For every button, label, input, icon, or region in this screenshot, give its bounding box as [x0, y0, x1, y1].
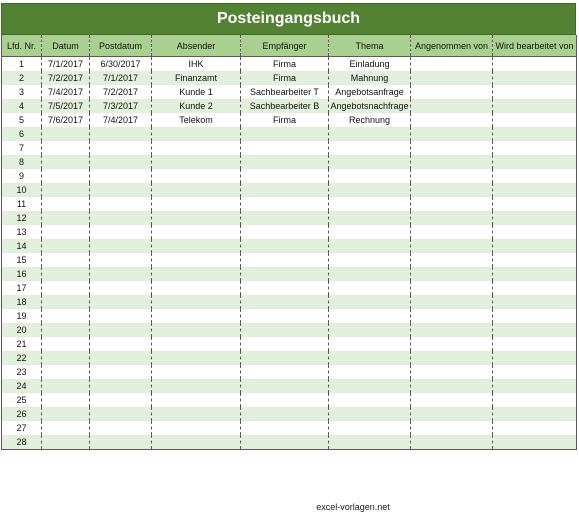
header-absender[interactable]: Absender: [152, 35, 241, 57]
cell-angenommen-von[interactable]: [411, 197, 493, 211]
cell-wird-bearbeitet-von[interactable]: [493, 435, 577, 450]
cell-angenommen-von[interactable]: [411, 365, 493, 379]
table-row: [2, 393, 577, 407]
cell-absender[interactable]: [152, 211, 241, 225]
cell-postdatum[interactable]: [90, 267, 152, 281]
cell-lfd-nr[interactable]: 22: [2, 351, 42, 365]
cell-datum[interactable]: [42, 197, 90, 211]
cell-thema[interactable]: [329, 337, 411, 351]
cell-wird-bearbeitet-von[interactable]: [493, 281, 577, 295]
mail-log-table: [1, 35, 577, 450]
cell-angenommen-von[interactable]: [411, 211, 493, 225]
cell-thema[interactable]: [329, 351, 411, 365]
cell-thema[interactable]: [329, 309, 411, 323]
table-row: [2, 253, 577, 267]
table-row: [2, 183, 577, 197]
table-row: [2, 225, 577, 239]
cell-datum[interactable]: [42, 169, 90, 183]
cell-postdatum[interactable]: 6/30/2017: [90, 57, 152, 72]
cell-lfd-nr[interactable]: 5: [2, 113, 42, 127]
cell-angenommen-von[interactable]: [411, 435, 493, 450]
cell-angenommen-von[interactable]: [411, 71, 493, 85]
cell-absender[interactable]: Kunde 1: [152, 85, 241, 99]
cell-absender[interactable]: Telekom: [152, 113, 241, 127]
cell-postdatum[interactable]: 7/1/2017: [90, 71, 152, 85]
cell-angenommen-von[interactable]: [411, 323, 493, 337]
cell-datum[interactable]: [42, 351, 90, 365]
table-row: [2, 141, 577, 155]
cell-wird-bearbeitet-von[interactable]: [493, 71, 577, 85]
cell-postdatum[interactable]: [90, 211, 152, 225]
cell-angenommen-von[interactable]: [411, 393, 493, 407]
cell-lfd-nr[interactable]: 15: [2, 253, 42, 267]
cell-angenommen-von[interactable]: [411, 113, 493, 127]
cell-lfd-nr[interactable]: 11: [2, 197, 42, 211]
cell-datum[interactable]: [42, 141, 90, 155]
cell-empfaenger[interactable]: [241, 393, 329, 407]
cell-angenommen-von[interactable]: [411, 295, 493, 309]
cell-angenommen-von[interactable]: [411, 85, 493, 99]
cell-lfd-nr[interactable]: 14: [2, 239, 42, 253]
cell-thema[interactable]: Rechnung: [329, 113, 411, 127]
cell-empfaenger[interactable]: [241, 309, 329, 323]
cell-angenommen-von[interactable]: [411, 183, 493, 197]
cell-datum[interactable]: [42, 267, 90, 281]
header-postdatum[interactable]: Postdatum: [90, 35, 152, 57]
cell-empfaenger[interactable]: [241, 225, 329, 239]
table-body: [2, 57, 577, 450]
cell-empfaenger[interactable]: [241, 141, 329, 155]
table-row: [2, 365, 577, 379]
cell-angenommen-von[interactable]: [411, 57, 493, 72]
cell-wird-bearbeitet-von[interactable]: [493, 183, 577, 197]
cell-absender[interactable]: [152, 323, 241, 337]
cell-absender[interactable]: [152, 421, 241, 435]
table-row: [2, 421, 577, 435]
table-row: [2, 211, 577, 225]
cell-empfaenger[interactable]: [241, 407, 329, 421]
cell-datum[interactable]: [42, 239, 90, 253]
cell-empfaenger[interactable]: [241, 169, 329, 183]
cell-absender[interactable]: [152, 155, 241, 169]
cell-lfd-nr[interactable]: 3: [2, 85, 42, 99]
cell-thema[interactable]: [329, 323, 411, 337]
cell-angenommen-von[interactable]: [411, 379, 493, 393]
cell-absender[interactable]: [152, 141, 241, 155]
cell-empfaenger[interactable]: [241, 295, 329, 309]
cell-lfd-nr[interactable]: 9: [2, 169, 42, 183]
cell-thema[interactable]: [329, 295, 411, 309]
cell-empfaenger[interactable]: Firma: [241, 71, 329, 85]
cell-thema[interactable]: Angebotsanfrage: [329, 85, 411, 99]
cell-postdatum[interactable]: [90, 337, 152, 351]
cell-postdatum[interactable]: [90, 365, 152, 379]
table-row: [2, 435, 577, 450]
cell-datum[interactable]: [42, 421, 90, 435]
cell-thema[interactable]: [329, 141, 411, 155]
cell-postdatum[interactable]: [90, 379, 152, 393]
cell-absender[interactable]: [152, 379, 241, 393]
cell-absender[interactable]: [152, 407, 241, 421]
table-row: [2, 309, 577, 323]
cell-postdatum[interactable]: 7/4/2017: [90, 113, 152, 127]
cell-lfd-nr[interactable]: 24: [2, 379, 42, 393]
cell-absender[interactable]: [152, 253, 241, 267]
header-wird-bearbeitet-von[interactable]: Wird bearbeitet von: [493, 35, 577, 57]
header-row: [2, 35, 577, 57]
header-empfaenger[interactable]: Empfänger: [241, 35, 329, 57]
cell-lfd-nr[interactable]: 1: [2, 57, 42, 72]
cell-postdatum[interactable]: [90, 253, 152, 267]
cell-wird-bearbeitet-von[interactable]: [493, 197, 577, 211]
table-row: [2, 281, 577, 295]
cell-empfaenger[interactable]: [241, 197, 329, 211]
cell-wird-bearbeitet-von[interactable]: [493, 225, 577, 239]
cell-wird-bearbeitet-von[interactable]: [493, 239, 577, 253]
cell-postdatum[interactable]: 7/3/2017: [90, 99, 152, 113]
cell-lfd-nr[interactable]: 16: [2, 267, 42, 281]
cell-datum[interactable]: 7/2/2017: [42, 71, 90, 85]
cell-empfaenger[interactable]: [241, 365, 329, 379]
cell-lfd-nr[interactable]: 4: [2, 99, 42, 113]
cell-lfd-nr[interactable]: 2: [2, 71, 42, 85]
cell-postdatum[interactable]: [90, 435, 152, 450]
cell-angenommen-von[interactable]: [411, 141, 493, 155]
cell-wird-bearbeitet-von[interactable]: [493, 113, 577, 127]
cell-thema[interactable]: [329, 127, 411, 141]
sheet-title: Posteingangsbuch: [1, 3, 576, 35]
cell-thema[interactable]: [329, 435, 411, 450]
cell-wird-bearbeitet-von[interactable]: [493, 155, 577, 169]
cell-postdatum[interactable]: [90, 169, 152, 183]
table-row: [2, 71, 577, 85]
cell-postdatum[interactable]: [90, 351, 152, 365]
cell-empfaenger[interactable]: Firma: [241, 113, 329, 127]
cell-angenommen-von[interactable]: [411, 351, 493, 365]
table-row: [2, 239, 577, 253]
cell-datum[interactable]: 7/4/2017: [42, 85, 90, 99]
cell-thema[interactable]: Einladung: [329, 57, 411, 72]
cell-empfaenger[interactable]: [241, 351, 329, 365]
cell-lfd-nr[interactable]: 13: [2, 225, 42, 239]
cell-absender[interactable]: [152, 365, 241, 379]
cell-empfaenger[interactable]: [241, 281, 329, 295]
cell-thema[interactable]: [329, 239, 411, 253]
table-row: [2, 267, 577, 281]
cell-datum[interactable]: [42, 407, 90, 421]
cell-wird-bearbeitet-von[interactable]: [493, 379, 577, 393]
cell-angenommen-von[interactable]: [411, 239, 493, 253]
table-row: [2, 197, 577, 211]
cell-datum[interactable]: [42, 211, 90, 225]
cell-wird-bearbeitet-von[interactable]: [493, 365, 577, 379]
cell-empfaenger[interactable]: [241, 155, 329, 169]
cell-datum[interactable]: [42, 127, 90, 141]
table-row: [2, 337, 577, 351]
table-row: [2, 379, 577, 393]
cell-thema[interactable]: [329, 155, 411, 169]
cell-empfaenger[interactable]: [241, 421, 329, 435]
cell-wird-bearbeitet-von[interactable]: [493, 57, 577, 72]
cell-lfd-nr[interactable]: 25: [2, 393, 42, 407]
cell-thema[interactable]: [329, 267, 411, 281]
header-thema[interactable]: Thema: [329, 35, 411, 57]
header-datum[interactable]: Datum: [42, 35, 90, 57]
cell-thema[interactable]: [329, 365, 411, 379]
cell-datum[interactable]: [42, 183, 90, 197]
cell-absender[interactable]: [152, 127, 241, 141]
cell-angenommen-von[interactable]: [411, 99, 493, 113]
table-row: [2, 127, 577, 141]
cell-wird-bearbeitet-von[interactable]: [493, 253, 577, 267]
cell-angenommen-von[interactable]: [411, 407, 493, 421]
cell-datum[interactable]: [42, 253, 90, 267]
cell-datum[interactable]: [42, 155, 90, 169]
cell-lfd-nr[interactable]: 17: [2, 281, 42, 295]
posteingangsbuch-sheet: [1, 3, 576, 450]
cell-datum[interactable]: [42, 393, 90, 407]
cell-postdatum[interactable]: 7/2/2017: [90, 85, 152, 99]
cell-wird-bearbeitet-von[interactable]: [493, 169, 577, 183]
cell-wird-bearbeitet-von[interactable]: [493, 351, 577, 365]
cell-thema[interactable]: [329, 379, 411, 393]
cell-wird-bearbeitet-von[interactable]: [493, 141, 577, 155]
cell-absender[interactable]: [152, 225, 241, 239]
cell-empfaenger[interactable]: [241, 183, 329, 197]
cell-angenommen-von[interactable]: [411, 169, 493, 183]
cell-thema[interactable]: [329, 169, 411, 183]
cell-datum[interactable]: [42, 435, 90, 450]
cell-datum[interactable]: [42, 337, 90, 351]
cell-absender[interactable]: [152, 267, 241, 281]
cell-absender[interactable]: [152, 309, 241, 323]
cell-absender[interactable]: IHK: [152, 57, 241, 72]
cell-empfaenger[interactable]: [241, 253, 329, 267]
cell-empfaenger[interactable]: [241, 127, 329, 141]
cell-angenommen-von[interactable]: [411, 267, 493, 281]
cell-lfd-nr[interactable]: 19: [2, 309, 42, 323]
cell-wird-bearbeitet-von[interactable]: [493, 99, 577, 113]
cell-lfd-nr[interactable]: 8: [2, 155, 42, 169]
cell-lfd-nr[interactable]: 23: [2, 365, 42, 379]
cell-absender[interactable]: [152, 393, 241, 407]
cell-empfaenger[interactable]: [241, 267, 329, 281]
table-row: [2, 99, 577, 113]
cell-datum[interactable]: 7/6/2017: [42, 113, 90, 127]
header-lfd-nr[interactable]: Lfd. Nr.: [2, 35, 42, 57]
cell-lfd-nr[interactable]: 7: [2, 141, 42, 155]
cell-wird-bearbeitet-von[interactable]: [493, 393, 577, 407]
cell-angenommen-von[interactable]: [411, 155, 493, 169]
cell-datum[interactable]: 7/1/2017: [42, 57, 90, 72]
cell-datum[interactable]: [42, 225, 90, 239]
cell-datum[interactable]: [42, 379, 90, 393]
cell-empfaenger[interactable]: Firma: [241, 57, 329, 72]
cell-empfaenger[interactable]: Sachbearbeiter B: [241, 99, 329, 113]
cell-lfd-nr[interactable]: 26: [2, 407, 42, 421]
cell-wird-bearbeitet-von[interactable]: [493, 323, 577, 337]
table-row: [2, 407, 577, 421]
cell-postdatum[interactable]: [90, 421, 152, 435]
cell-lfd-nr[interactable]: 27: [2, 421, 42, 435]
cell-lfd-nr[interactable]: 10: [2, 183, 42, 197]
cell-thema[interactable]: Angebotsnachfrage: [330, 101, 409, 111]
cell-absender[interactable]: [152, 183, 241, 197]
cell-thema[interactable]: [329, 421, 411, 435]
cell-wird-bearbeitet-von[interactable]: [493, 309, 577, 323]
cell-thema[interactable]: [329, 253, 411, 267]
cell-postdatum[interactable]: [90, 309, 152, 323]
cell-absender[interactable]: Finanzamt: [152, 71, 241, 85]
table-row: [2, 351, 577, 365]
cell-thema[interactable]: [329, 393, 411, 407]
cell-postdatum[interactable]: [90, 295, 152, 309]
cell-datum[interactable]: 7/5/2017: [42, 99, 90, 113]
cell-absender[interactable]: [152, 169, 241, 183]
cell-lfd-nr[interactable]: 28: [2, 435, 42, 450]
cell-absender[interactable]: [152, 239, 241, 253]
cell-lfd-nr[interactable]: 18: [2, 295, 42, 309]
cell-absender[interactable]: [152, 295, 241, 309]
cell-postdatum[interactable]: [90, 407, 152, 421]
cell-thema[interactable]: [329, 183, 411, 197]
cell-empfaenger[interactable]: Sachbearbeiter T: [241, 85, 329, 99]
cell-lfd-nr[interactable]: 21: [2, 337, 42, 351]
cell-angenommen-von[interactable]: [411, 421, 493, 435]
cell-wird-bearbeitet-von[interactable]: [493, 421, 577, 435]
cell-datum[interactable]: [42, 281, 90, 295]
cell-empfaenger[interactable]: [241, 337, 329, 351]
cell-postdatum[interactable]: [90, 155, 152, 169]
cell-datum[interactable]: [42, 309, 90, 323]
cell-lfd-nr[interactable]: 12: [2, 211, 42, 225]
cell-thema[interactable]: [329, 197, 411, 211]
cell-thema[interactable]: [329, 225, 411, 239]
cell-angenommen-von[interactable]: [411, 253, 493, 267]
cell-wird-bearbeitet-von[interactable]: [493, 407, 577, 421]
cell-postdatum[interactable]: [90, 281, 152, 295]
cell-wird-bearbeitet-von[interactable]: [493, 211, 577, 225]
table-row: [2, 57, 577, 72]
table-row: [2, 295, 577, 309]
cell-absender[interactable]: [152, 197, 241, 211]
cell-thema[interactable]: [329, 281, 411, 295]
table-row: [2, 85, 577, 99]
cell-angenommen-von[interactable]: [411, 337, 493, 351]
cell-datum[interactable]: [42, 365, 90, 379]
cell-empfaenger[interactable]: [241, 239, 329, 253]
cell-absender[interactable]: [152, 337, 241, 351]
cell-datum[interactable]: [42, 295, 90, 309]
cell-absender[interactable]: [152, 435, 241, 450]
cell-postdatum[interactable]: [90, 197, 152, 211]
footer-source: excel-vorlagen.net: [316, 502, 390, 512]
cell-wird-bearbeitet-von[interactable]: [493, 295, 577, 309]
cell-wird-bearbeitet-von[interactable]: [493, 337, 577, 351]
cell-postdatum[interactable]: [90, 239, 152, 253]
cell-empfaenger[interactable]: [241, 323, 329, 337]
cell-postdatum[interactable]: [90, 323, 152, 337]
table-row: [2, 169, 577, 183]
cell-thema[interactable]: [329, 407, 411, 421]
cell-lfd-nr[interactable]: 6: [2, 127, 42, 141]
table-row: [2, 113, 577, 127]
cell-datum[interactable]: [42, 323, 90, 337]
cell-empfaenger[interactable]: [241, 211, 329, 225]
cell-wird-bearbeitet-von[interactable]: [493, 85, 577, 99]
cell-postdatum[interactable]: [90, 141, 152, 155]
table-row: [2, 323, 577, 337]
cell-wird-bearbeitet-von[interactable]: [493, 267, 577, 281]
cell-postdatum[interactable]: [90, 225, 152, 239]
cell-angenommen-von[interactable]: [411, 281, 493, 295]
cell-wird-bearbeitet-von[interactable]: [493, 127, 577, 141]
cell-angenommen-von[interactable]: [411, 225, 493, 239]
table-row: [2, 155, 577, 169]
cell-lfd-nr[interactable]: 20: [2, 323, 42, 337]
cell-angenommen-von[interactable]: [411, 309, 493, 323]
cell-empfaenger[interactable]: [241, 379, 329, 393]
cell-thema[interactable]: [329, 211, 411, 225]
cell-postdatum[interactable]: [90, 127, 152, 141]
cell-absender[interactable]: Kunde 2: [152, 99, 241, 113]
cell-angenommen-von[interactable]: [411, 127, 493, 141]
cell-empfaenger[interactable]: [241, 435, 329, 450]
cell-postdatum[interactable]: [90, 183, 152, 197]
cell-postdatum[interactable]: [90, 393, 152, 407]
cell-absender[interactable]: [152, 351, 241, 365]
cell-thema[interactable]: Mahnung: [329, 71, 411, 85]
cell-absender[interactable]: [152, 281, 241, 295]
header-angenommen-von[interactable]: Angenommen von: [411, 35, 493, 57]
